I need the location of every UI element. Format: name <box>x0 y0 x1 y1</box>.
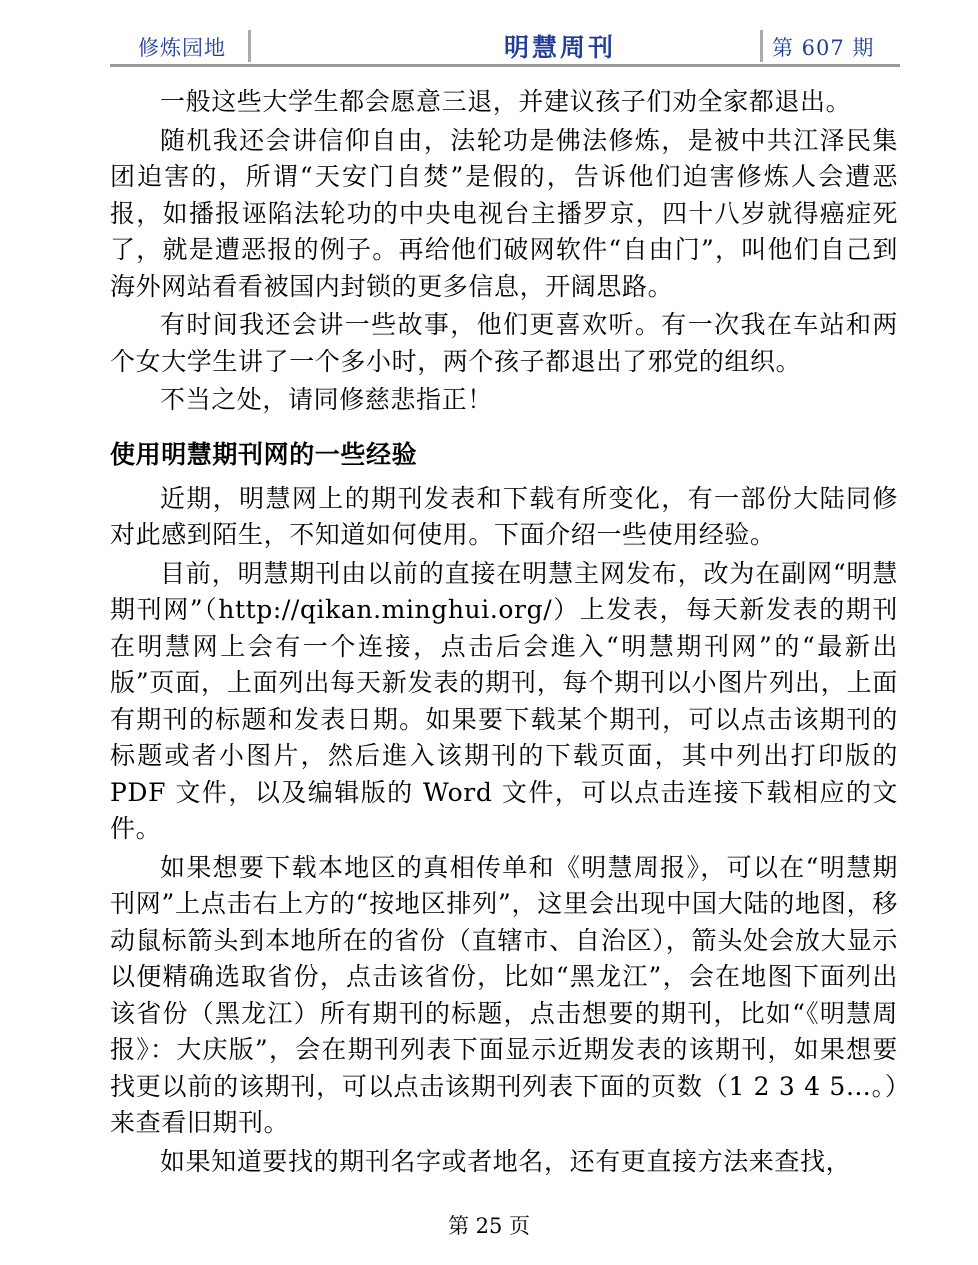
header-rule <box>110 64 900 67</box>
page-number: 第 25 页 <box>447 1214 531 1238</box>
header-issue: 第 607 期 <box>772 36 875 60</box>
paragraph-5: 近期，明慧网上的期刊发表和下载有所变化，有一部份大陆同修对此感到陌生，不知道如何使用。下面介绍一些使用经验。 <box>110 483 898 549</box>
paragraph-7: 如果想要下载本地区的真相传单和《明慧周报》，可以在“明慧期刊网”上点击右上方的“按地区排列”，这里会出现中国大陆的地图，移动鼠标箭头到本地所在的省份（直辖市、自治区），箭头处会放大显示以便精确选取省份，点击该省份，比如“黑龙江”，会在地图下面列出该省份（黑龙江）所有期刊的标题，点击想要的期刊，比如“《明慧周报》：大庆版”，会在期刊列表下面显示近期发表的该期刊，如果想要找更以前的该期刊，可以点击该期刊列表下面的页数（1 2 3 4 5…。）来查看旧期刊。 <box>110 852 898 1137</box>
paragraph-6: 目前，明慧期刊由以前的直接在明慧主网发布，改为在副网“明慧期刊网”（http://qikan.minghui.org/）上发表，每天新发表的期刊在明慧网上会有一个连接，点击后会進入“明慧期刊网”的“最新出版”页面，上面列出每天新发表的期刊，每个期刊以小图片列出，上面有期刊的标题和发表日期。如果要下载某个期刊，可以点击该期刊的标题或者小图片，然后進入该期刊的下载页面，其中列出打印版的 PDF 文件，以及编辑版的 Word 文件，可以点击连接下载相应的文件。 <box>110 558 898 843</box>
header-section: 修炼园地 <box>138 36 226 60</box>
paragraph-8: 如果知道要找的期刊名字或者地名，还有更直接方法来查找， <box>160 1146 852 1176</box>
paragraph-1: 一般这些大学生都会愿意三退，并建议孩子们劝全家都退出。 <box>160 87 852 116</box>
header-title: 明慧周刊 <box>503 33 616 62</box>
section-heading: 使用明慧期刊网的一些经验 <box>110 439 418 469</box>
header-separator-right <box>760 30 763 62</box>
page-header <box>110 24 900 68</box>
paragraph-2: 随机我还会讲信仰自由，法轮功是佛法修炼，是被中共江泽民集团迫害的，所谓“天安门自焚”是假的，告诉他们迫害修炼人会遭恶报，如播报诬陷法轮功的中央电视台主播罗京，四十八岁就得癌症死了，就是遭恶报的例子。再给他们破网软件“自由门”，叫他们自己到海外网站看看被国内封锁的更多信息，开阔思路。 <box>110 125 898 301</box>
paragraph-4: 不当之处，请同修慈悲指正！ <box>160 385 493 414</box>
paragraph-3: 有时间我还会讲一些故事，他们更喜欢听。有一次我在车站和两个女大学生讲了一个多小时，两个孩子都退出了邪党的组织。 <box>110 310 898 376</box>
header-separator-left <box>248 30 251 62</box>
article-body <box>110 84 898 1180</box>
